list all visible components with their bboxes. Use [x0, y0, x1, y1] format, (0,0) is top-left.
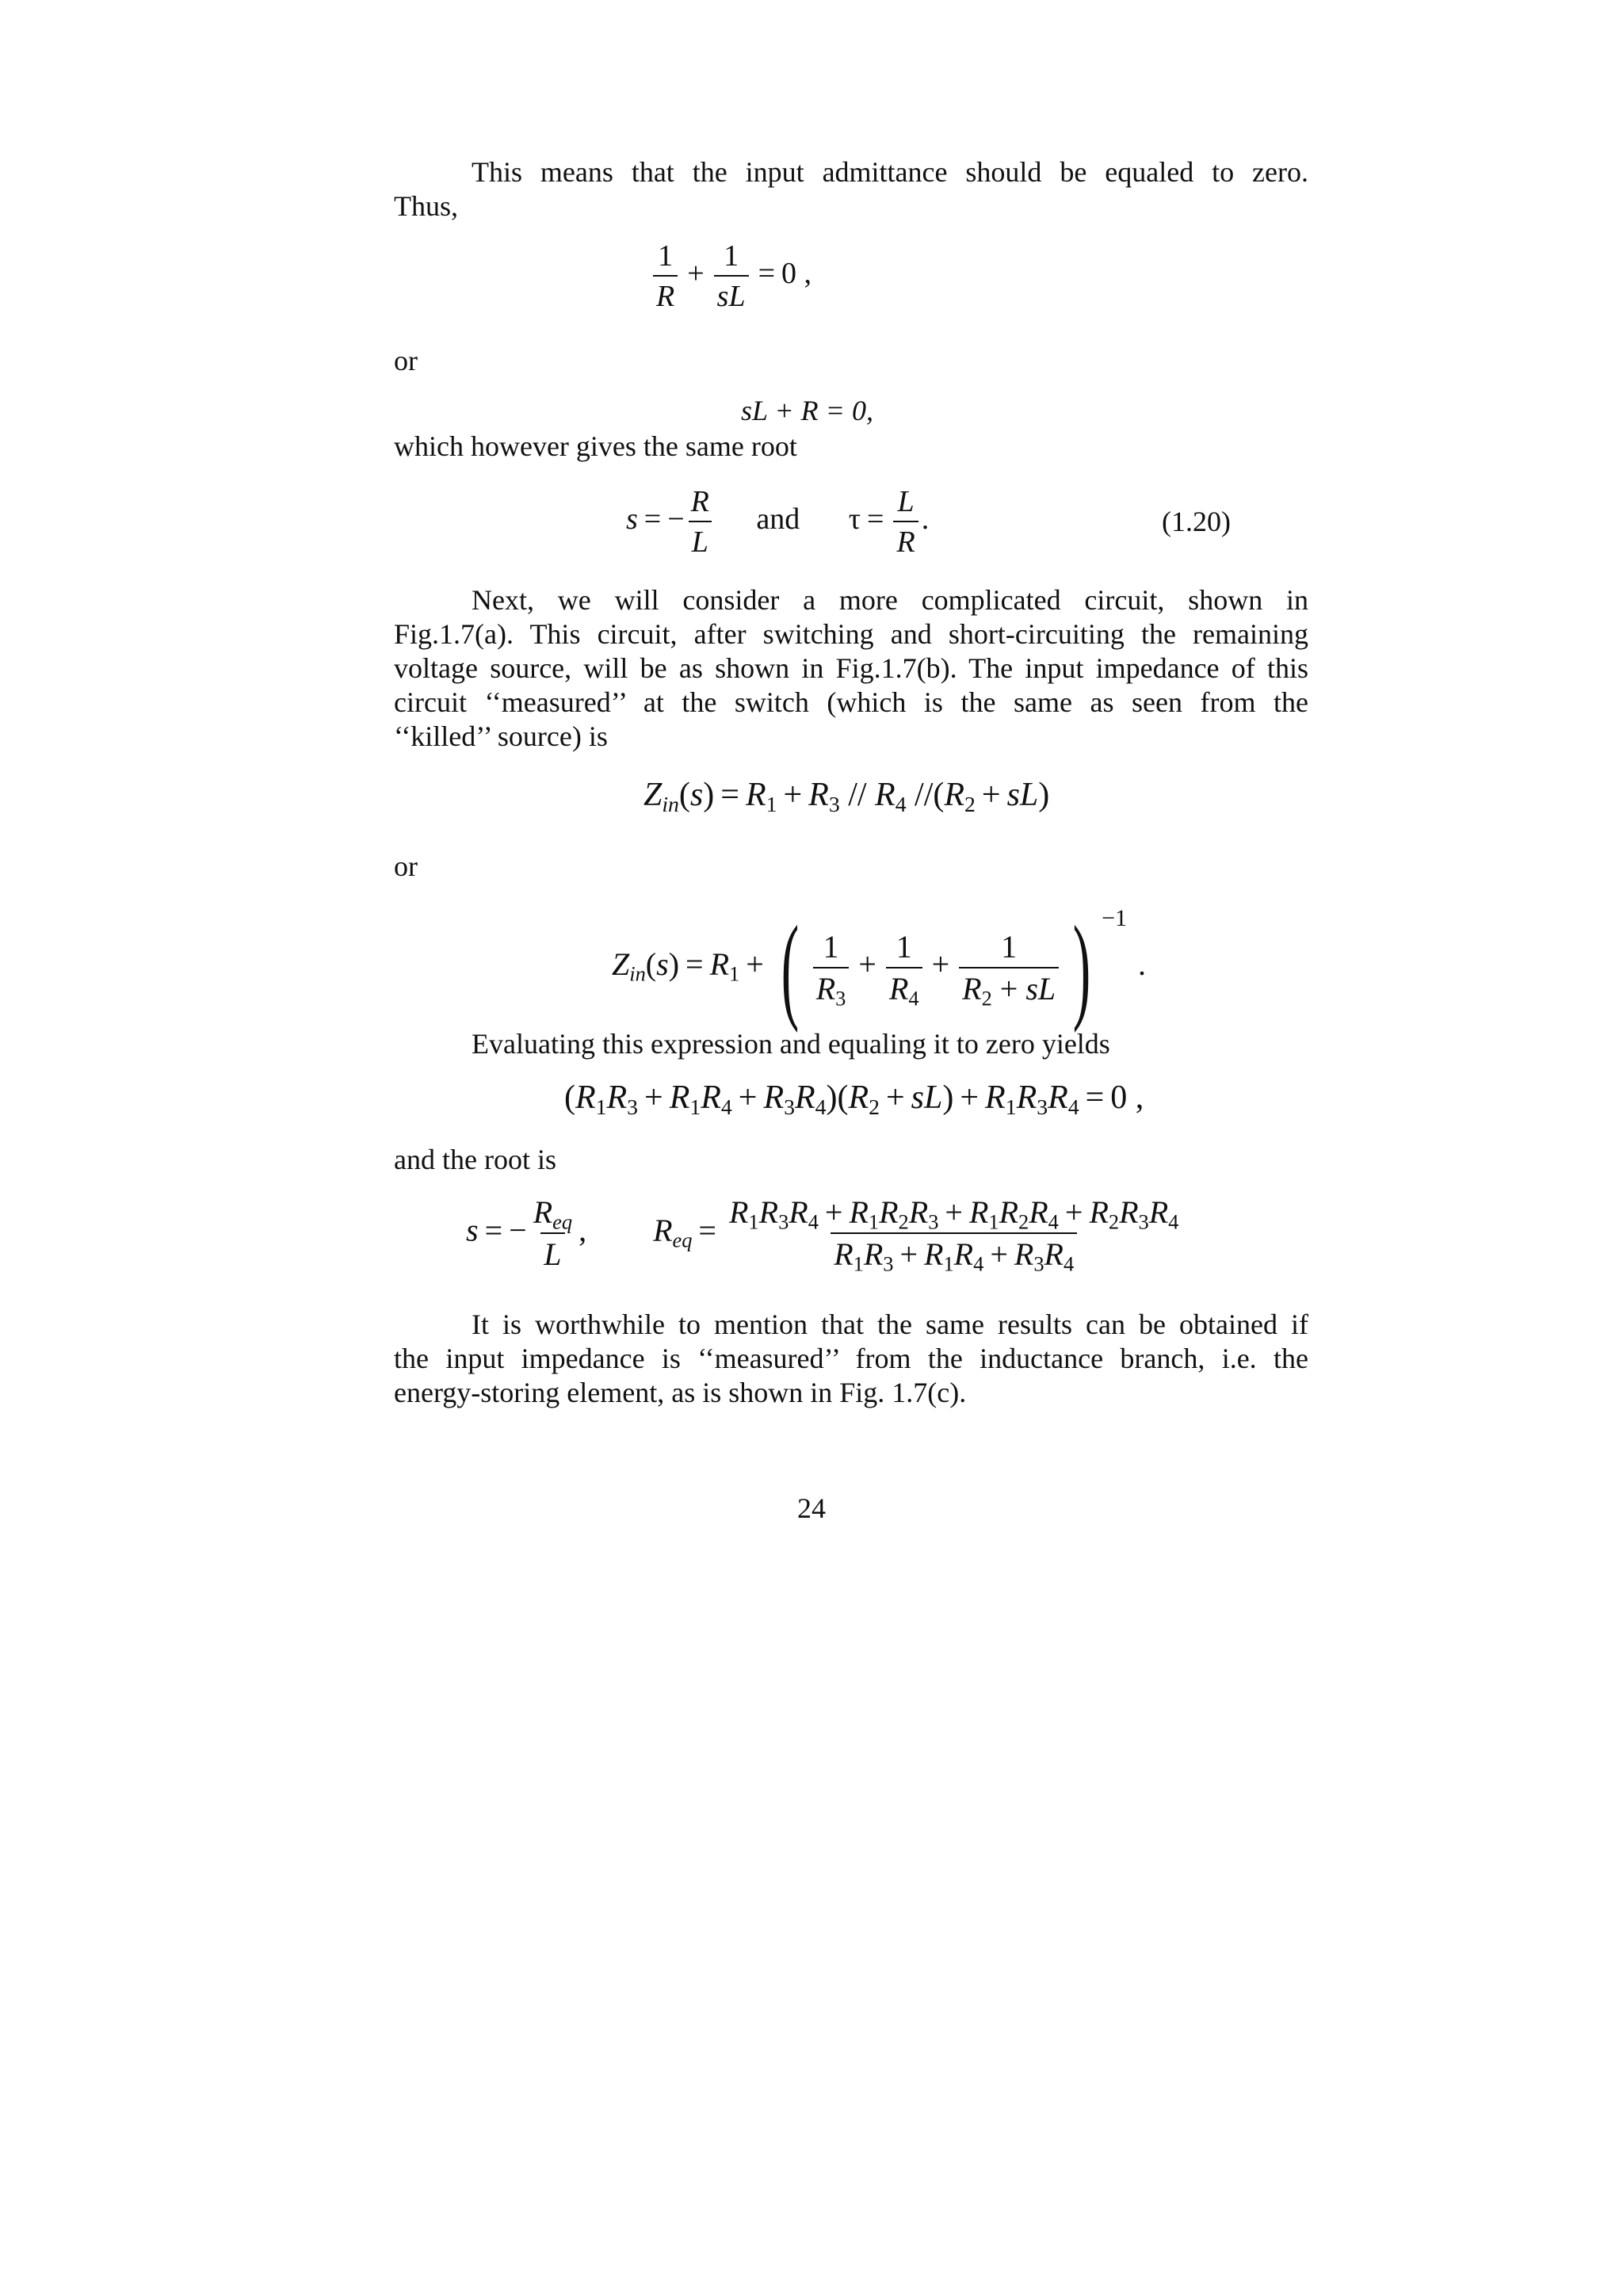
paragraph-worthwhile	[394, 1308, 1308, 1410]
equation-sl-plus-r: sL + R = 0,	[741, 395, 873, 426]
text-line: voltage source, will be as shown in Fig.1.7(b). The input impedance of this	[394, 652, 1308, 684]
text-root-is: and the root is	[394, 1144, 556, 1175]
text-or-2: or	[394, 850, 418, 882]
text-and: and	[756, 502, 800, 537]
text-line: This means that the input admittance should be equaled to zero.	[472, 156, 1308, 188]
page-number: 24	[797, 1492, 826, 1524]
text-evaluating: Evaluating this expression and equaling it to zero yields	[472, 1028, 1110, 1060]
equation-zin-parallel: $Z_{in}(s) = R_1 + R_3 // R_4$ $//(R_2 + sL)$	[643, 777, 1050, 816]
text-line: Thus,	[394, 190, 458, 222]
equation-admittance-sum: $\frac{1}{R}$ + $\frac{1}{sL}$ = 0 ,	[650, 241, 812, 311]
text-line: Fig.1.7(a). This circuit, after switching and short-circuiting the remaining	[394, 618, 1308, 650]
text-line: It is worthwhile to mention that the same results can be obtained if	[472, 1308, 1308, 1340]
equation-root-req: s = − $\frac{R_{eq}}{L}$ , $R_{eq}$ = $\frac{R_1R_3R_4 + R_1R_2R_3 + R_1R_2R_4 + R_2R_3R_4}{R_1R_3 + R_1R_4 + R_3R_4}$	[466, 1194, 1179, 1276]
text-line: circuit ‘‘measured’’ at the switch (which is the same as seen from the	[394, 686, 1308, 718]
paragraph-admittance	[394, 155, 1308, 223]
paragraph-complicated-circuit	[394, 583, 1308, 754]
text-line: ‘‘killed’’ source) is	[394, 720, 608, 752]
equation-zin-inverse: $Z_{in}(s) = R_1$ + ( $\frac{1}{R_3}$ + $\frac{1}{R_4}$ + $\frac{1}{R_2 + sL}$ ) $^{-1}$.	[612, 902, 1147, 1033]
equation-root-tau: s = − $\frac{R}{L}$ and τ = $\frac{L}{R}$ .	[626, 485, 930, 559]
text-line: the input impedance is ‘‘measured’’ from the inductance branch, i.e. the	[394, 1343, 1308, 1374]
equation-number: (1.20)	[1162, 506, 1231, 537]
text-line: energy-storing element, as is shown in Fig. 1.7(c).	[394, 1377, 967, 1408]
text-or-1: or	[394, 345, 418, 376]
text-line: Next, we will consider a more complicated circuit, shown in	[472, 584, 1308, 616]
text-same-root: which however gives the same root	[394, 430, 797, 462]
equation-characteristic: $(R_1R_3 + R_1R_4 + R_3R_4)(R_2 + sL) + R_1R_3R_4 = 0$ ,	[564, 1079, 1144, 1119]
